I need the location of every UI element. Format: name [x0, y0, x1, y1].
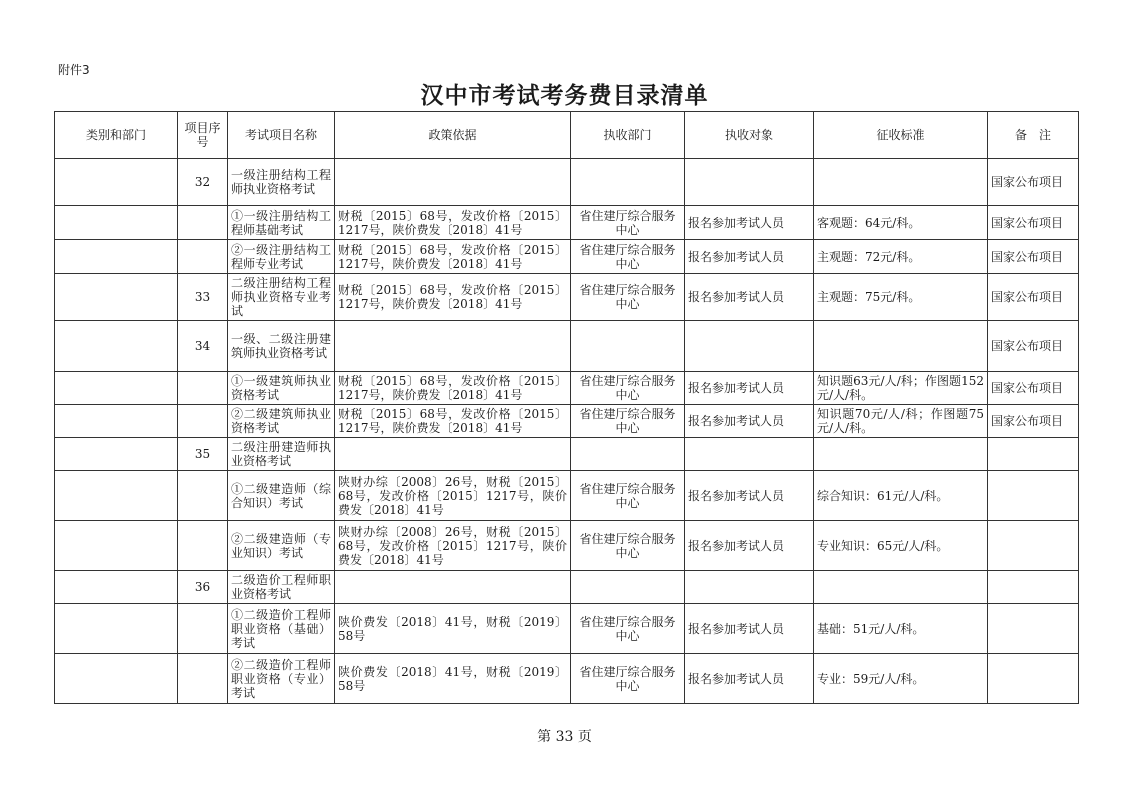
cell-policy: 财税〔2015〕68号，发改价格〔2015〕1217号，陕价费发〔2018〕41号 [335, 240, 571, 274]
header-note: 备 注 [988, 112, 1079, 159]
cell-category [55, 405, 178, 438]
cell-dept [571, 159, 685, 206]
header-target: 执收对象 [685, 112, 814, 159]
cell-policy: 陕财办综〔2008〕26号，财税〔2015〕68号，发改价格〔2015〕1217号，陕价费发〔2018〕41号 [335, 471, 571, 521]
cell-target: 报名参加考试人员 [685, 274, 814, 321]
table-row [55, 159, 1079, 206]
cell-category [55, 159, 178, 206]
cell-target: 报名参加考试人员 [685, 206, 814, 240]
cell-target [685, 159, 814, 206]
table-row [55, 471, 1079, 521]
cell-dept: 省住建厅综合服务中心 [571, 604, 685, 654]
cell-policy [335, 321, 571, 372]
cell-target: 报名参加考试人员 [685, 521, 814, 571]
cell-seq: 36 [178, 571, 228, 604]
cell-dept: 省住建厅综合服务中心 [571, 405, 685, 438]
cell-target [685, 321, 814, 372]
cell-standard: 主观题：72元/科。 [814, 240, 988, 274]
cell-policy: 财税〔2015〕68号，发改价格〔2015〕1217号，陕价费发〔2018〕41号 [335, 405, 571, 438]
cell-note [988, 604, 1079, 654]
cell-name: ①一级建筑师执业资格考试 [228, 372, 335, 405]
cell-name: 二级造价工程师职业资格考试 [228, 571, 335, 604]
table-header-row [55, 112, 1079, 159]
cell-dept [571, 571, 685, 604]
cell-target: 报名参加考试人员 [685, 405, 814, 438]
cell-target [685, 571, 814, 604]
cell-dept: 省住建厅综合服务中心 [571, 372, 685, 405]
cell-category [55, 438, 178, 471]
table-row [55, 321, 1079, 372]
cell-dept: 省住建厅综合服务中心 [571, 206, 685, 240]
table-row [55, 405, 1079, 438]
cell-category [55, 274, 178, 321]
cell-name: 一级注册结构工程师执业资格考试 [228, 159, 335, 206]
cell-seq [178, 471, 228, 521]
cell-standard: 基础：51元/人/科。 [814, 604, 988, 654]
cell-note [988, 438, 1079, 471]
cell-name: ②二级造价工程师职业资格（专业）考试 [228, 654, 335, 704]
cell-policy: 财税〔2015〕68号，发改价格〔2015〕1217号，陕价费发〔2018〕41号 [335, 372, 571, 405]
cell-standard: 知识题70元/人/科；作图题75元/人/科。 [814, 405, 988, 438]
cell-dept [571, 321, 685, 372]
cell-seq: 33 [178, 274, 228, 321]
cell-policy: 陕价费发〔2018〕41号，财税〔2019〕58号 [335, 654, 571, 704]
cell-name: ②二级建造师（专业知识）考试 [228, 521, 335, 571]
cell-dept: 省住建厅综合服务中心 [571, 521, 685, 571]
header-seq: 项目序号 [178, 112, 228, 159]
cell-policy [335, 159, 571, 206]
cell-name: 一级、二级注册建筑师执业资格考试 [228, 321, 335, 372]
cell-name: ①二级建造师（综合知识）考试 [228, 471, 335, 521]
header-category: 类别和部门 [55, 112, 178, 159]
cell-note [988, 471, 1079, 521]
cell-seq [178, 372, 228, 405]
cell-category [55, 604, 178, 654]
cell-note: 国家公布项目 [988, 321, 1079, 372]
cell-policy: 财税〔2015〕68号，发改价格〔2015〕1217号，陕价费发〔2018〕41号 [335, 274, 571, 321]
cell-dept: 省住建厅综合服务中心 [571, 240, 685, 274]
document-title: 汉中市考试考务费目录清单 [420, 82, 709, 109]
table-row [55, 438, 1079, 471]
cell-seq [178, 604, 228, 654]
cell-target: 报名参加考试人员 [685, 604, 814, 654]
cell-seq: 35 [178, 438, 228, 471]
cell-standard [814, 159, 988, 206]
attachment-label: 附件3 [58, 63, 90, 77]
cell-target: 报名参加考试人员 [685, 372, 814, 405]
cell-target [685, 438, 814, 471]
cell-note: 国家公布项目 [988, 159, 1079, 206]
header-dept: 执收部门 [571, 112, 685, 159]
cell-category [55, 240, 178, 274]
cell-policy: 陕财办综〔2008〕26号，财税〔2015〕68号，发改价格〔2015〕1217号，陕价费发〔2018〕41号 [335, 521, 571, 571]
cell-category [55, 321, 178, 372]
cell-name: ②二级建筑师执业资格考试 [228, 405, 335, 438]
cell-standard: 知识题63元/人/科；作图题152元/人/科。 [814, 372, 988, 405]
cell-name: ①一级注册结构工程师基础考试 [228, 206, 335, 240]
cell-standard: 主观题：75元/科。 [814, 274, 988, 321]
cell-name: 二级注册结构工程师执业资格专业考试 [228, 274, 335, 321]
cell-policy: 陕价费发〔2018〕41号，财税〔2019〕58号 [335, 604, 571, 654]
fee-table [54, 111, 1079, 704]
cell-note [988, 654, 1079, 704]
table-row [55, 372, 1079, 405]
page-number: 第 33 页 [537, 729, 592, 745]
cell-seq: 34 [178, 321, 228, 372]
cell-target: 报名参加考试人员 [685, 240, 814, 274]
cell-category [55, 521, 178, 571]
cell-category [55, 372, 178, 405]
cell-note: 国家公布项目 [988, 274, 1079, 321]
cell-dept [571, 438, 685, 471]
cell-name: ②一级注册结构工程师专业考试 [228, 240, 335, 274]
table-row [55, 571, 1079, 604]
cell-seq [178, 654, 228, 704]
cell-seq [178, 240, 228, 274]
cell-name: ①二级造价工程师职业资格（基础）考试 [228, 604, 335, 654]
cell-standard [814, 321, 988, 372]
header-policy: 政策依据 [335, 112, 571, 159]
cell-note: 国家公布项目 [988, 206, 1079, 240]
cell-note: 国家公布项目 [988, 240, 1079, 274]
cell-note [988, 521, 1079, 571]
cell-policy [335, 438, 571, 471]
cell-policy [335, 571, 571, 604]
cell-standard [814, 571, 988, 604]
cell-seq [178, 206, 228, 240]
cell-category [55, 206, 178, 240]
cell-dept: 省住建厅综合服务中心 [571, 274, 685, 321]
header-standard: 征收标准 [814, 112, 988, 159]
cell-dept: 省住建厅综合服务中心 [571, 654, 685, 704]
cell-seq [178, 521, 228, 571]
cell-dept: 省住建厅综合服务中心 [571, 471, 685, 521]
cell-note [988, 571, 1079, 604]
cell-policy: 财税〔2015〕68号，发改价格〔2015〕1217号，陕价费发〔2018〕41号 [335, 206, 571, 240]
table-row [55, 274, 1079, 321]
table-row [55, 521, 1079, 571]
cell-standard: 综合知识：61元/人/科。 [814, 471, 988, 521]
cell-name: 二级注册建造师执业资格考试 [228, 438, 335, 471]
cell-category [55, 471, 178, 521]
cell-seq [178, 405, 228, 438]
cell-note: 国家公布项目 [988, 372, 1079, 405]
table-row [55, 654, 1079, 704]
cell-note: 国家公布项目 [988, 405, 1079, 438]
cell-target: 报名参加考试人员 [685, 471, 814, 521]
header-name: 考试项目名称 [228, 112, 335, 159]
cell-seq: 32 [178, 159, 228, 206]
cell-category [55, 654, 178, 704]
cell-standard: 专业：59元/人/科。 [814, 654, 988, 704]
cell-standard [814, 438, 988, 471]
cell-standard: 专业知识：65元/人/科。 [814, 521, 988, 571]
table-row [55, 240, 1079, 274]
table-row [55, 604, 1079, 654]
table-row [55, 206, 1079, 240]
cell-target: 报名参加考试人员 [685, 654, 814, 704]
cell-standard: 客观题：64元/科。 [814, 206, 988, 240]
cell-category [55, 571, 178, 604]
